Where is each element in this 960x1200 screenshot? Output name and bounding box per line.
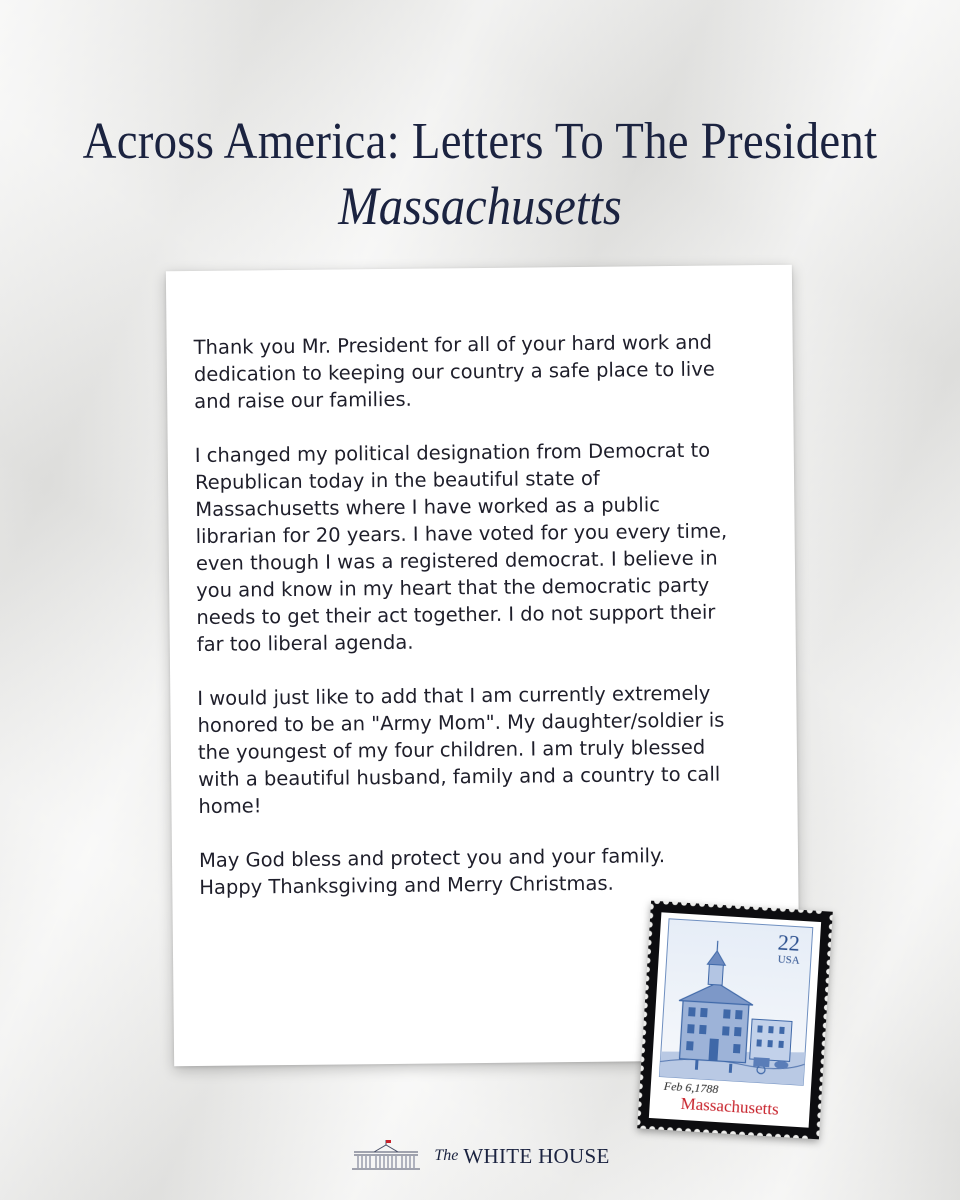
letter-line: far too liberal agenda. xyxy=(196,630,414,656)
letter-paragraph xyxy=(194,328,775,415)
letter-line: you and know in my heart that the democratic party xyxy=(196,573,710,602)
letter-line: needs to get their act together. I do not support their xyxy=(196,600,716,629)
footer-the: The xyxy=(434,1147,459,1164)
letter-line: with a beautiful husband, family and a country to call xyxy=(198,762,721,791)
letter-body xyxy=(194,328,780,928)
stamp-state: Massachusetts xyxy=(680,1093,780,1119)
letter-line: librarian for 20 years. I have voted for you every time, xyxy=(195,519,728,549)
footer-white-house: WHITE HOUSE xyxy=(463,1143,610,1168)
letter-line: May God bless and protect you and your family. xyxy=(198,844,666,872)
letter-line: even though I was a registered democrat. I believe in xyxy=(195,546,718,576)
letter-line: home! xyxy=(198,794,262,818)
letter-line: dedication to keeping our country a safe place to live xyxy=(193,357,715,387)
stamp-date: Feb 6,1788 xyxy=(663,1078,719,1097)
letter-line: Massachusetts where I have worked as a public xyxy=(195,493,661,522)
letter-line: I changed my political designation from Democrat to xyxy=(194,438,711,468)
letter-line: and raise our families. xyxy=(194,387,412,414)
stamp-country: USA xyxy=(777,953,801,967)
letter-line: I would just like to add that I am currently extremely xyxy=(197,681,711,710)
page-title: Across America: Letters To The President xyxy=(82,113,878,170)
letter-paragraph xyxy=(195,436,777,658)
letter-paragraph xyxy=(197,679,778,820)
white-house-building-icon xyxy=(350,1140,422,1172)
letter-line: Happy Thanksgiving and Merry Christmas. xyxy=(199,871,614,899)
letter-line: Thank you Mr. President for all of your hard work and xyxy=(193,330,713,360)
letter-line: the youngest of my four children. I am truly blessed xyxy=(197,735,706,764)
footer-logo xyxy=(0,1136,960,1176)
page-subtitle-state: Massachusetts xyxy=(338,176,622,236)
letter-paragraph xyxy=(199,841,780,901)
postage-stamp xyxy=(637,901,833,1140)
page-heading xyxy=(0,112,960,240)
letter-line: Republican today in the beautiful state of xyxy=(194,466,600,495)
stamp-denomination: 22 xyxy=(777,929,801,956)
letter-line: honored to be an "Army Mom". My daughter/soldier is xyxy=(197,708,725,737)
